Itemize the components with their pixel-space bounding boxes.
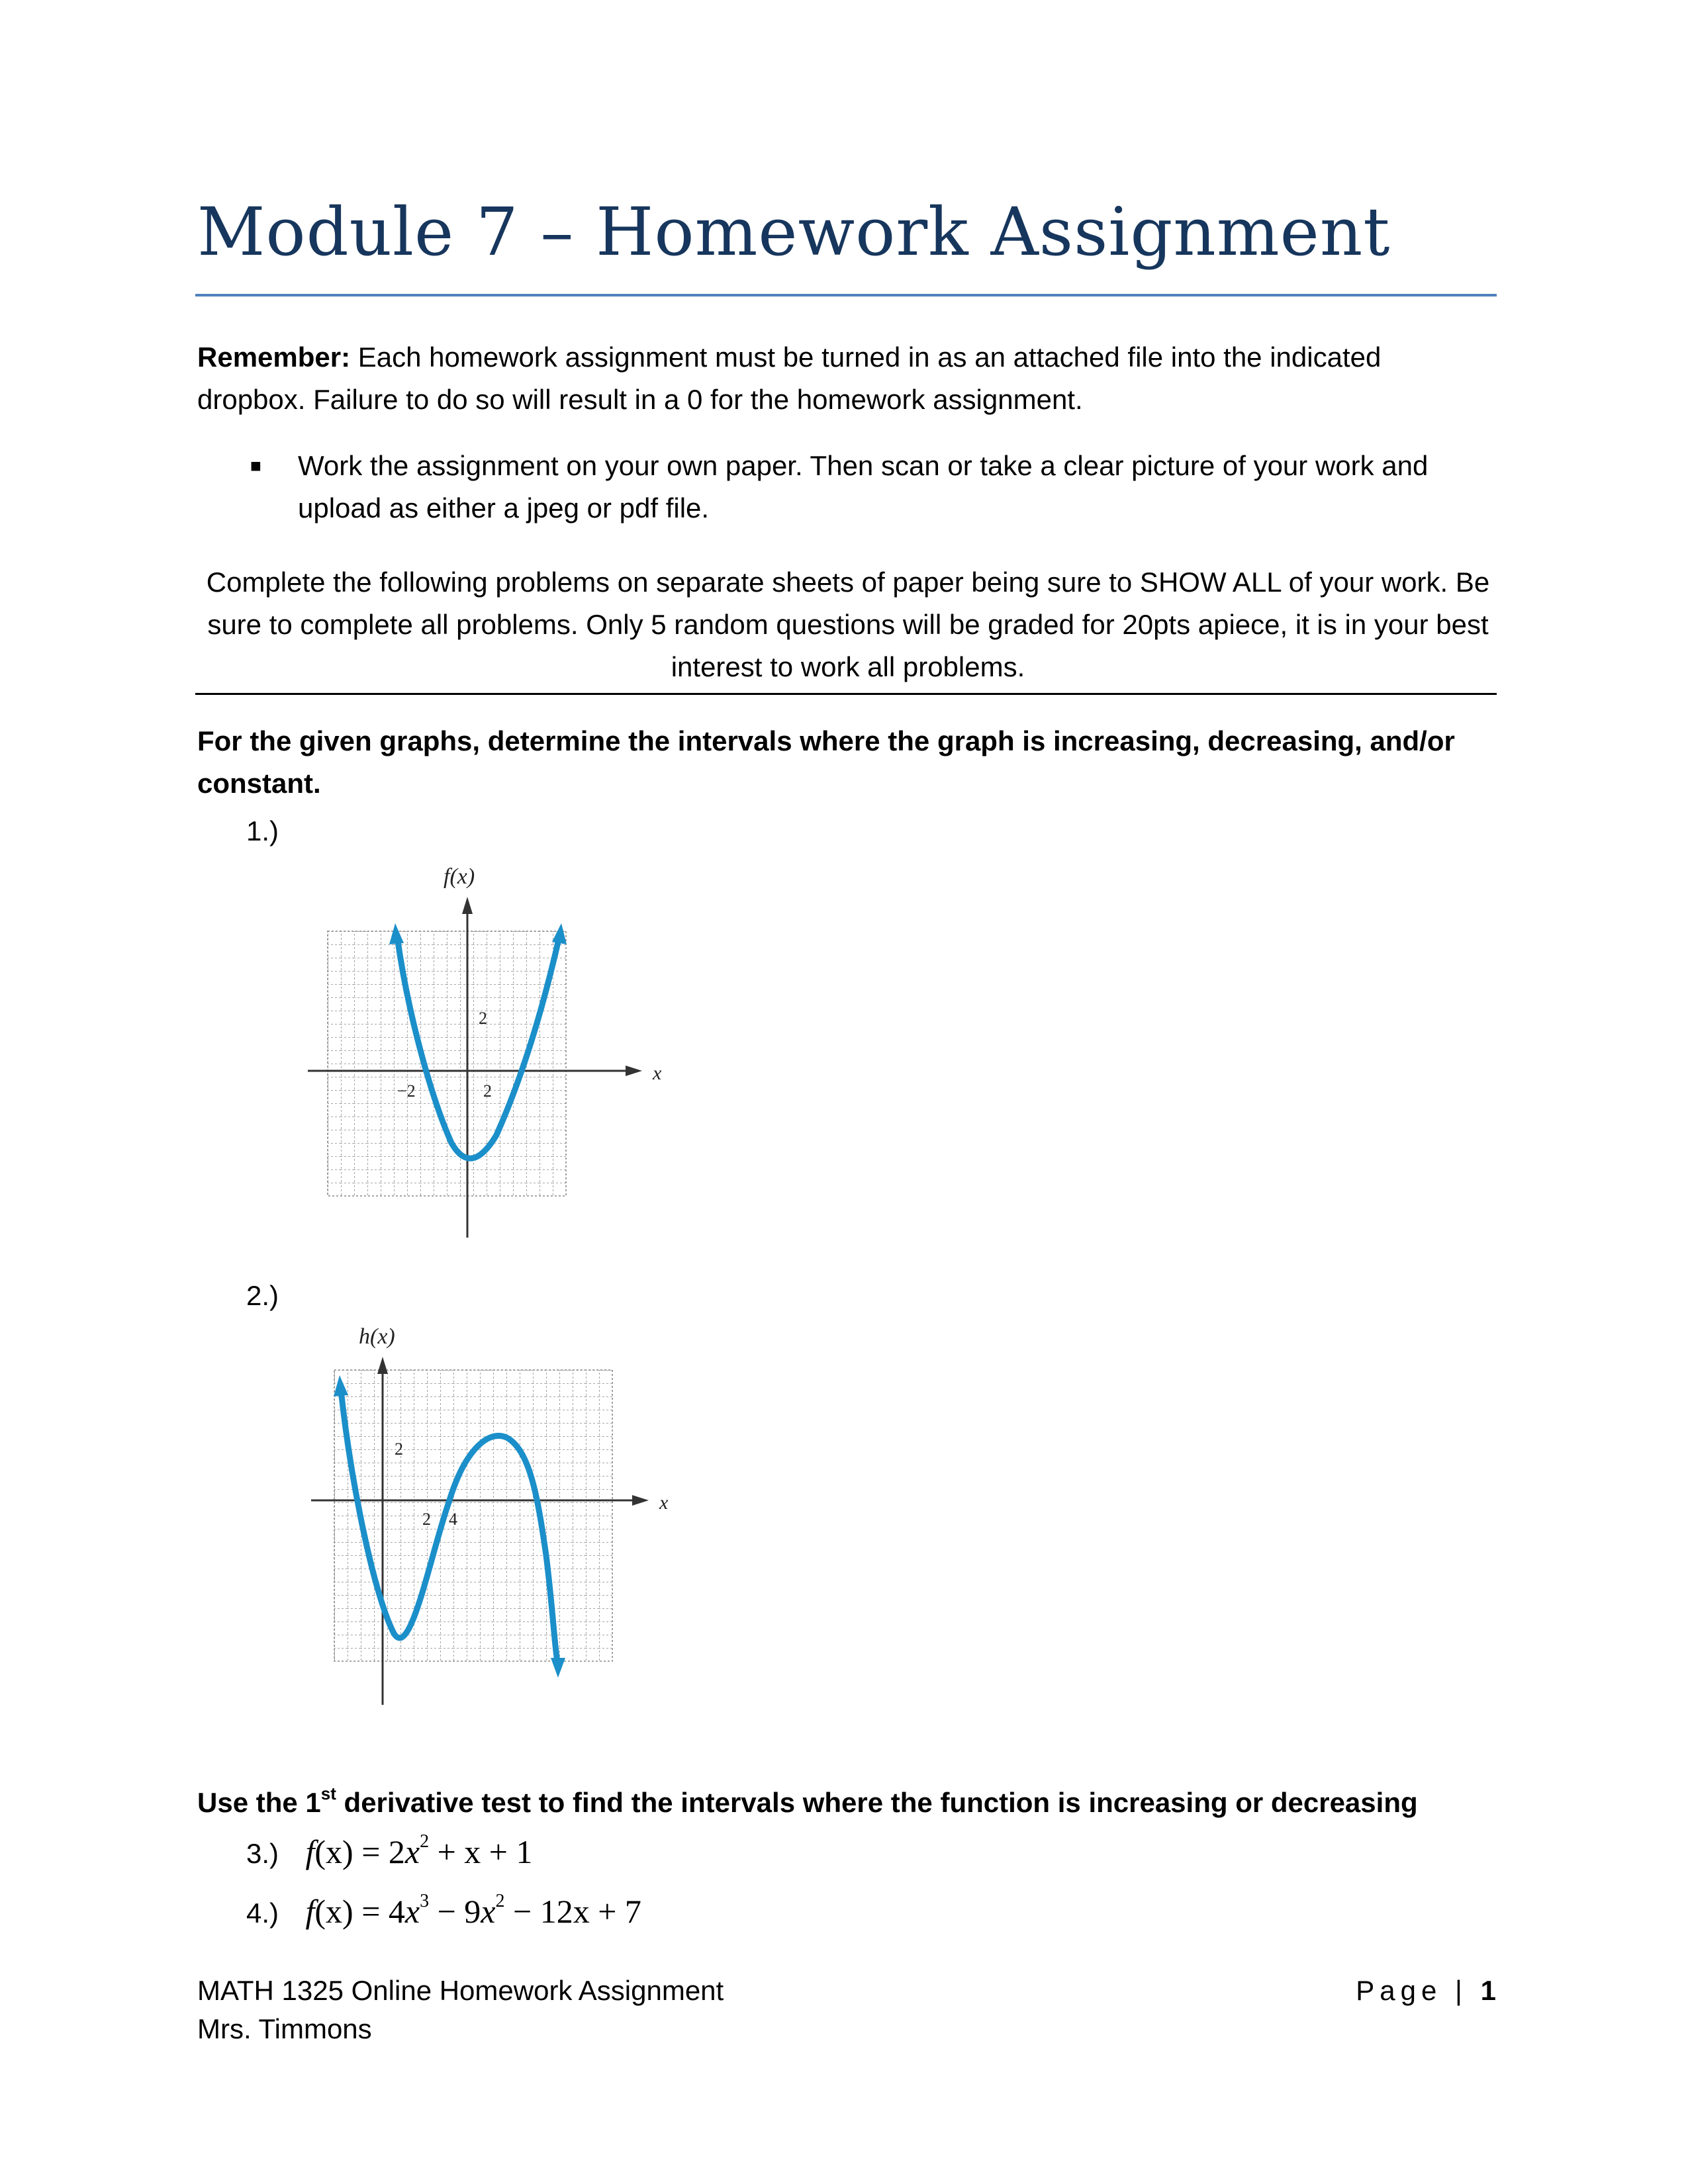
graph-2 (291, 1317, 702, 1714)
section-divider (195, 693, 1497, 695)
graph-1-x-label: x (653, 1062, 662, 1084)
square-bullet-icon: ■ (250, 455, 261, 476)
problem-4-eq: = 4 (353, 1893, 405, 1930)
graph-1-tick-x-pos: 2 (483, 1081, 492, 1101)
section2-post: derivative test to find the intervals where the function is increasing or decreasing (336, 1787, 1418, 1818)
problem-3-var: x (404, 1833, 420, 1870)
problem-4 (246, 1890, 641, 1934)
problem-4-mid: − 9 (429, 1893, 481, 1930)
bullet-text: Work the assignment on your own paper. Then scan or take a clear picture of your work and upload as either a jpeg or pdf file. (298, 450, 1429, 523)
remember-paragraph (197, 336, 1495, 421)
footer-page-label: Page | (1356, 1975, 1468, 2006)
graph-2-tick-x-4: 4 (449, 1510, 457, 1529)
graph-2-x-arrow-icon (632, 1495, 649, 1506)
problem-4-number: 4.) (246, 1897, 279, 1929)
graph-2-curve-arrow-bottom-icon (551, 1658, 565, 1678)
problem-3 (246, 1831, 533, 1875)
graph-2-x-label: x (659, 1492, 669, 1514)
page-title: Module 7 – Homework Assignment (197, 193, 1391, 271)
title-underline (195, 294, 1497, 296)
problem-4-var1: x (404, 1893, 420, 1930)
footer-page-number (1356, 1972, 1496, 2009)
remember-text: Each homework assignment must be turned in as an attached file into the indicated dropbox. Failure to do so will result in a 0 for the homework assignment. (197, 341, 1382, 415)
graph-2-y-arrow-icon (377, 1357, 388, 1374)
graph-2-tick-x-2: 2 (422, 1510, 431, 1529)
problem-3-equation (305, 1833, 532, 1870)
section-heading-graphs: For the given graphs, determine the intervals where the graph is increasing, decreasing, and/or constant. (197, 725, 1455, 799)
question-2-number: 2.) (246, 1280, 279, 1311)
section2-pre: Use the 1 (197, 1787, 321, 1818)
problem-4-power1: 3 (420, 1891, 430, 1912)
graph-1-tick-y: 2 (479, 1009, 487, 1028)
section2-sup: st (320, 1784, 336, 1803)
problem-3-number: 3.) (246, 1838, 279, 1869)
section-heading-derivative (197, 1782, 1521, 1824)
graph-2-grid (334, 1370, 612, 1661)
footer-instructor: Mrs. Timmons (197, 2013, 372, 2044)
footer-page-value: 1 (1480, 1975, 1496, 2006)
problem-4-fn: f (305, 1893, 315, 1930)
instructions-paragraph: Complete the following problems on separate sheets of paper being sure to SHOW ALL of your work. Be sure to complete all problems. Only 5 random questions will be graded for 20pts apiece, it is in your best interest to work all problems. (206, 567, 1490, 682)
problem-4-arg: (x) (314, 1893, 353, 1930)
question-1-number: 1.) (246, 815, 279, 846)
graph-1-tick-x-neg: −2 (397, 1081, 416, 1101)
problem-3-power: 2 (420, 1831, 430, 1852)
graph-1-y-arrow-icon (462, 897, 473, 914)
problem-4-var2: x (481, 1893, 496, 1930)
problem-4-power2: 2 (495, 1891, 505, 1912)
graph-2-tick-y: 2 (395, 1439, 403, 1459)
problem-3-fn: f (305, 1833, 315, 1870)
graph-1-grid (328, 931, 566, 1196)
remember-label: Remember: (197, 341, 351, 373)
problem-4-rest: − 12x + 7 (504, 1893, 641, 1930)
problem-3-eq: = 2 (353, 1833, 405, 1870)
graph-1-x-arrow-icon (626, 1066, 642, 1076)
problem-4-equation (305, 1893, 641, 1930)
graph-1-y-label: f(x) (444, 864, 475, 889)
footer-course: MATH 1325 Online Homework Assignment (197, 1975, 724, 2006)
problem-3-rest: + x + 1 (429, 1833, 533, 1870)
graph-1 (291, 857, 688, 1248)
graph-2-y-label: h(x) (359, 1324, 395, 1349)
problem-3-arg: (x) (314, 1833, 353, 1870)
